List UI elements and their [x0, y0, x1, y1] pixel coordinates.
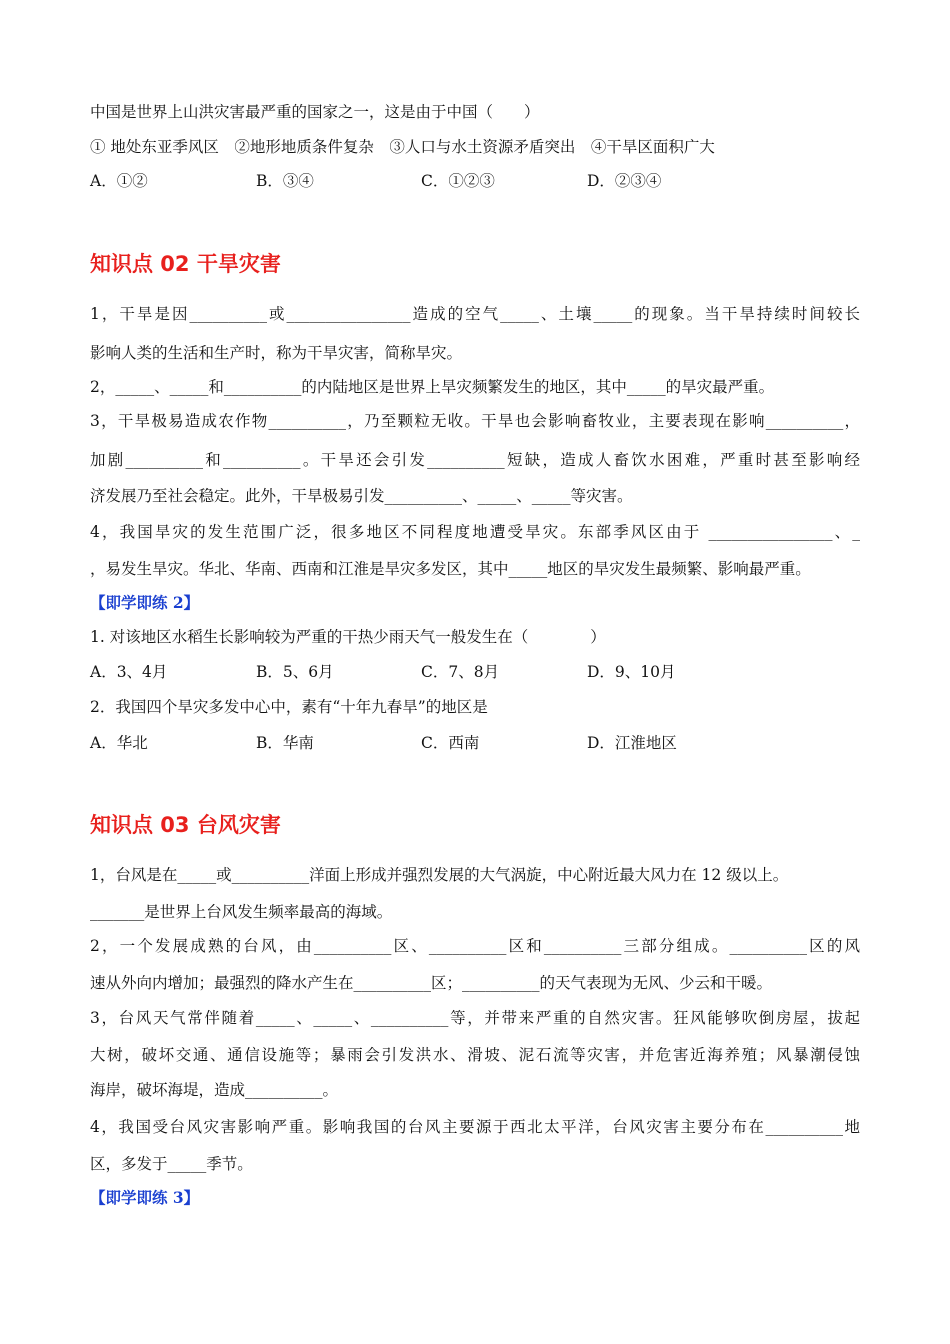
practice2-q2-option-a: A．华北: [90, 734, 148, 752]
practice2-q2-option-c: C．西南: [421, 734, 480, 752]
practice-label-2: 【即学即练 2】: [90, 593, 200, 612]
typhoon-line-9: 区，多发于_____季节。: [90, 1155, 253, 1173]
intro-option-c: C．①②③: [421, 172, 495, 190]
practice2-q2-option-b: B．华南: [256, 734, 314, 752]
drought-line-2: 影响人类的生活和生产时，称为干旱灾害，简称旱灾。: [90, 344, 463, 362]
practice2-q1-option-c: C．7、8月: [421, 663, 500, 681]
practice2-q1-option-d: D．9、10月: [587, 663, 676, 681]
drought-line-5: 加剧__________和__________。干旱还会引发__________短缺，造成人畜饮水困难，严重时甚至影响经: [90, 451, 860, 469]
drought-line-1: 1，干旱是因__________或________________造成的空气_____、土壤_____的现象。当干旱持续时间较长: [90, 305, 860, 323]
practice2-q1-option-a: A．3、4月: [90, 663, 168, 681]
practice2-question-1: 1. 对该地区水稻生长影响较为严重的干热少雨天气一般发生在（ ）: [90, 628, 606, 646]
drought-line-6: 济发展乃至社会稳定。此外，干旱极易引发__________、_____、_____等灾害。: [90, 487, 633, 505]
drought-line-7: 4，我国旱灾的发生范围广泛，很多地区不同程度地遭受旱灾。东部季风区由于 ________________、_: [90, 523, 860, 541]
typhoon-line-7: 海岸，破坏海堤，造成__________。: [90, 1081, 339, 1099]
intro-option-d: D．②③④: [587, 172, 662, 190]
section-heading-drought: 知识点 02 干旱灾害: [90, 252, 281, 276]
practice2-q1-option-b: B．5、6月: [256, 663, 334, 681]
intro-statements: ① 地处东亚季风区 ②地形地质条件复杂 ③人口与水土资源矛盾突出 ④干旱区面积广大: [90, 138, 715, 156]
drought-line-8: ，易发生旱灾。华北、华南、西南和江淮是旱灾多发区，其中_____地区的旱灾发生最频繁、影响最严重。: [90, 560, 811, 578]
typhoon-line-8: 4，我国受台风灾害影响严重。影响我国的台风主要源于西北太平洋，台风灾害主要分布在__________地: [90, 1118, 860, 1136]
typhoon-line-1: 1，台风是在_____或__________洋面上形成并强烈发展的大气涡旋，中心附近最大风力在 12 级以上。: [90, 866, 789, 884]
typhoon-line-6: 大树，破坏交通、通信设施等；暴雨会引发洪水、滑坡、泥石流等灾害，并危害近海养殖；风暴潮侵蚀: [90, 1046, 860, 1064]
intro-question: 中国是世界上山洪灾害最严重的国家之一，这是由于中国（ ）: [90, 103, 540, 121]
practice2-q2-option-d: D．江淮地区: [587, 734, 677, 752]
typhoon-line-2: _______是世界上台风发生频率最高的海域。: [90, 903, 393, 921]
typhoon-line-5: 3，台风天气常伴随着_____、_____、__________等，并带来严重的自然灾害。狂风能够吹倒房屋，拔起: [90, 1009, 860, 1027]
typhoon-line-4: 速从外向内增加；最强烈的降水产生在__________区；__________的天气表现为无风、少云和干暖。: [90, 974, 773, 992]
practice-label-3: 【即学即练 3】: [90, 1188, 200, 1207]
drought-line-3: 2，_____、_____和__________的内陆地区是世界上旱灾频繁发生的地区，其中_____的旱灾最严重。: [90, 378, 775, 396]
drought-line-4: 3，干旱极易造成农作物__________，乃至颗粒无收。干旱也会影响畜牧业，主要表现在影响__________，: [90, 412, 860, 430]
typhoon-line-3: 2，一个发展成熟的台风，由__________区、__________区和__________三部分组成。__________区的风: [90, 937, 860, 955]
intro-option-b: B．③④: [256, 172, 314, 190]
practice2-question-2: 2．我国四个旱灾多发中心中，素有“十年九春旱”的地区是: [90, 698, 488, 716]
section-heading-typhoon: 知识点 03 台风灾害: [90, 813, 281, 837]
intro-option-a: A．①②: [90, 172, 148, 190]
